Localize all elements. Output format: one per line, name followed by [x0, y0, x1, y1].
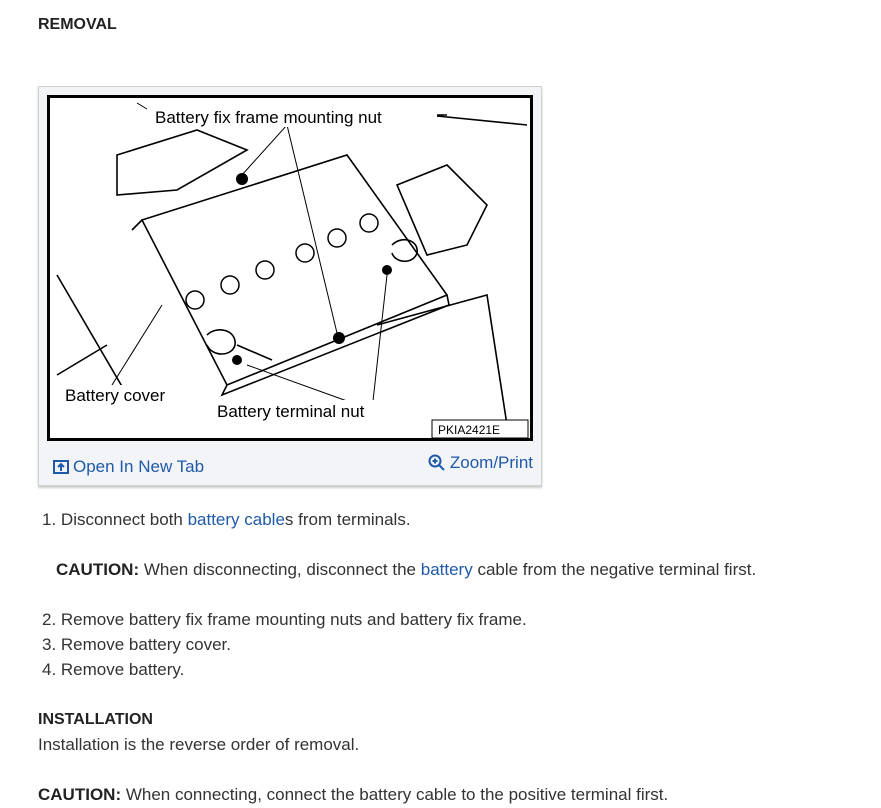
zoom-in-icon	[428, 454, 446, 472]
label-fix-frame-nut: Battery fix frame mounting nut	[155, 108, 382, 127]
caution-2	[38, 785, 668, 805]
step-4: 4. Remove battery.	[42, 660, 185, 679]
label-terminal-nut: Battery terminal nut	[217, 402, 365, 421]
step-3: 3. Remove battery cover.	[42, 635, 231, 654]
step-text: Disconnect both	[60, 510, 188, 529]
caution-text: cable from the negative terminal first.	[472, 560, 757, 579]
caution-text: When connecting, connect the battery cable to the positive terminal first.	[121, 785, 669, 804]
removal-heading: REMOVAL	[38, 16, 117, 33]
step-2: 2. Remove battery fix frame mounting nuts and battery fix frame.	[42, 610, 527, 629]
step-1	[42, 510, 411, 530]
caution-label: CAUTION:	[56, 560, 140, 579]
figure-card	[38, 86, 542, 486]
caution-text: When disconnecting, disconnect the	[139, 560, 421, 579]
caution-label: CAUTION:	[38, 785, 122, 804]
installation-text: Installation is the reverse order of removal.	[38, 735, 360, 754]
battery-diagram[interactable]	[47, 95, 533, 441]
zoom-print-label: Zoom/Print	[449, 453, 533, 472]
label-battery-cover: Battery cover	[65, 386, 166, 405]
open-tab-icon	[53, 460, 69, 474]
battery-cable-link[interactable]: battery cable	[187, 510, 285, 529]
step-text: s from terminals.	[284, 510, 411, 529]
installation-heading: INSTALLATION	[38, 711, 153, 728]
figure-code: PKIA2421E	[438, 423, 501, 437]
open-in-new-tab-link[interactable]	[53, 457, 204, 477]
caution-1	[56, 560, 756, 580]
zoom-print-link[interactable]	[428, 453, 533, 473]
battery-link[interactable]: battery	[420, 560, 473, 579]
step-number: 1.	[42, 510, 57, 529]
open-tab-label: Open In New Tab	[73, 457, 205, 476]
